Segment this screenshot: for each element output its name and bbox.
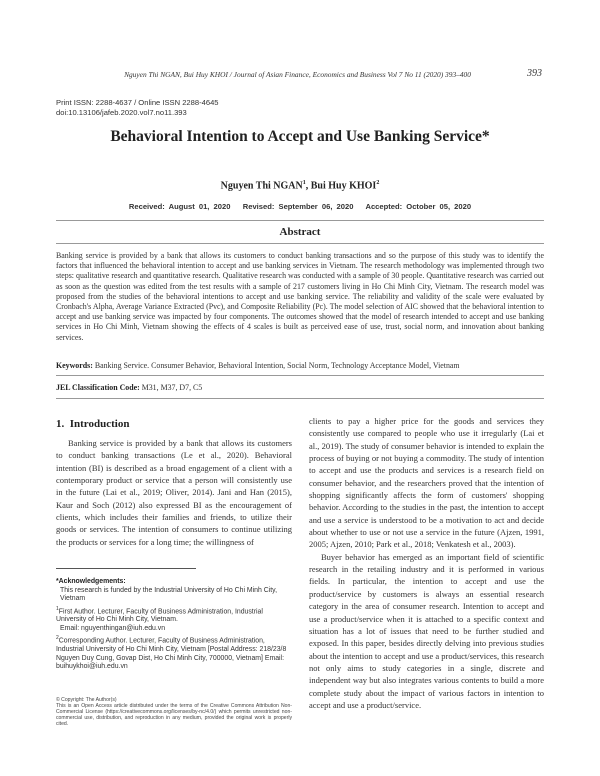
doi-line: doi:10.13106/jafeb.2020.vol7.no11.393 (56, 108, 187, 117)
divider-jel (56, 398, 544, 399)
page-number: 393 (527, 68, 542, 79)
keywords-text: Banking Service. Consumer Behavior, Behavioral Intention, Social Norm, Technology Acceptance Model, Vietnam (94, 361, 460, 370)
abstract-heading: Abstract (279, 226, 321, 238)
abstract-text: Banking service is provided by a bank that allows its customers to conduct banking transactions and so the purpose of this study was to identify the factors that influenced the behavioral intention to accept and use banking services in Vietnam. The research methodology was implemented through two steps: qualitative research and quantitative research. Qualitative research was conducted with a sample of 30 people. Quantitative research was carried out as soon as the question was edited from the test results with a sample of 217 customers living in Ho Chi Minh City, Vietnam. The research model was proposed from the studies of the behavioral intentions to accept and use banking service. The reliability and validity of the scale were evaluated by Cronbach's Alpha, Average Variance Extracted (Pvc), and Composite Reliability (Pc). The model selection of AIC showed that the behavioral intention to accept and use banking service was impacted by four components. The outcomes showed that the model of research intended to accept and use banking services in Ho Chi Minh, Vietnam showing the effects of 4 scales is built as perceived ease of use, trust, social norm, and innovation about banking services. (56, 251, 544, 342)
column-right (309, 415, 544, 711)
copyright-notice (56, 697, 292, 727)
footnote-2-text: Corresponding Author. Lecturer, Faculty of Business Administration, Industrial University of Ho Chi Minh City, Vietnam [Postal Address: 218/23/8 Nguyen Duy Cung, Govap Dist, Ho Chi Minh City, 700000, Vietnam] Email: buihuykhoi@iuh.edu.vn (56, 637, 287, 671)
section-heading-introduction: 1. Introduction (56, 418, 130, 430)
author-2: Bui Huy KHOI (310, 180, 377, 192)
copyright-line: © Copyright: The Author(s) (56, 697, 117, 703)
license-text: This is an Open Access article distributed under the terms of the Creative Commons Attribution Non-Commercial License (https://creativecommons.org/licenses/by-nc/4.0/) which permits unrestricted non-commercial use, distribution, and reproduction in any medium, provided the original work is properly cited. (56, 703, 292, 728)
keywords (56, 361, 544, 370)
issn-line: Print ISSN: 2288-4637 / Online ISSN 2288-4645 (56, 98, 219, 107)
acknowledgements-text: This research is funded by the Industrial University of Ho Chi Minh City, Vietnam (60, 586, 278, 602)
issn-block (56, 98, 219, 118)
footnote-1-mark: 1 (56, 605, 59, 612)
jel-codes (56, 383, 544, 392)
keywords-label: Keywords: (56, 361, 93, 370)
running-head: Nguyen Thi NGAN, Bui Huy KHOI / Journal of Asian Finance, Economics and Business Vol 7 No 11 (2020) 393–400 (124, 70, 471, 79)
intro-paragraph-2: clients to pay a higher price for the goods and services they consistently use compared to people who use it irregularly (Lai et al., 2019). The study of consumer behavior is intended to explain the process of buying or not buying a commodity. The study of intention to accept and use the products and services is a research field on consumer behavior, and the researchers proved that the intention of shopping significantly affects the form of customers' shopping behavior. According to the studies in the past, the intention to accept and use a service is understood to be a motivation to act and decide about whether to use or not use a service in the future (Ajzen, 1991, 2005; Ajzen, 2010; Park et al., 2018; Venkatesh et al., 2003). (309, 416, 544, 550)
footnote-2-mark: 2 (56, 635, 59, 642)
divider-top (56, 220, 544, 221)
intro-paragraph-1: Banking service is provided by a bank that allows its customers to conduct banking transactions (Le et al., 2020). Behavioral intention (BI) is described as a broad engagement of a client with a contemporary product or service that a person will consistently use in the future (Lai et al., 2019; Oliver, 2014). Jani and Han (2015), Kaur and Soch (2012) also expressed BI as the encouragement of clients, which includes their families and friends, to utilize their goods or services. The intention of consumers to continue utilizing the products or services for a long time; the willingness of (56, 438, 292, 547)
author-2-mark: 2 (376, 180, 380, 186)
footnote-rule (56, 568, 196, 569)
footnote-1-email: Email: nguyenthingan@iuh.edu.vn (60, 624, 166, 632)
column-left (56, 437, 292, 548)
author-1: Nguyen Thi NGAN (220, 180, 303, 192)
paper-title: Behavioral Intention to Accept and Use Banking Service* (110, 128, 490, 145)
author-separator: , (305, 180, 311, 192)
jel-text: M31, M37, D7, C5 (141, 383, 203, 392)
footnote-1-text: First Author. Lecturer, Faculty of Business Administration, Industrial University of Ho Chi Minh City, Vietnam. (56, 607, 263, 624)
acknowledgements-heading: *Acknowledgements: (56, 578, 126, 585)
divider-abstract (56, 243, 544, 244)
intro-paragraph-3: Buyer behavior has emerged as an important field of scientific research in the retailing industry and it is performed in various fields. In particular, the intention to accept and use the product/service by customers is always an essential research category in the area of consumer research. Intention to accept and use a product/service when it is attached to a specific context and situation has a lot of issues that need to be further studied and exposed. In this paper, besides directly delving into previous studies about the intention to accept and use a product/services, this research not only aims to study categories in a single, discrete and independent way but also integrates various contents to build a more complete study about the impact of various factors in intention to accept and use a product/service. (309, 551, 544, 710)
divider-keywords (56, 375, 544, 376)
author-line (40, 180, 560, 191)
jel-label: JEL Classification Code: (56, 383, 140, 392)
author-1-mark: 1 (302, 180, 306, 186)
footnote-1 (56, 605, 292, 625)
submission-dates: Received: August 01, 2020 Revised: September 06, 2020 Accepted: October 05, 2020 (128, 202, 472, 211)
footnotes (56, 578, 292, 672)
footnote-2 (56, 634, 292, 671)
